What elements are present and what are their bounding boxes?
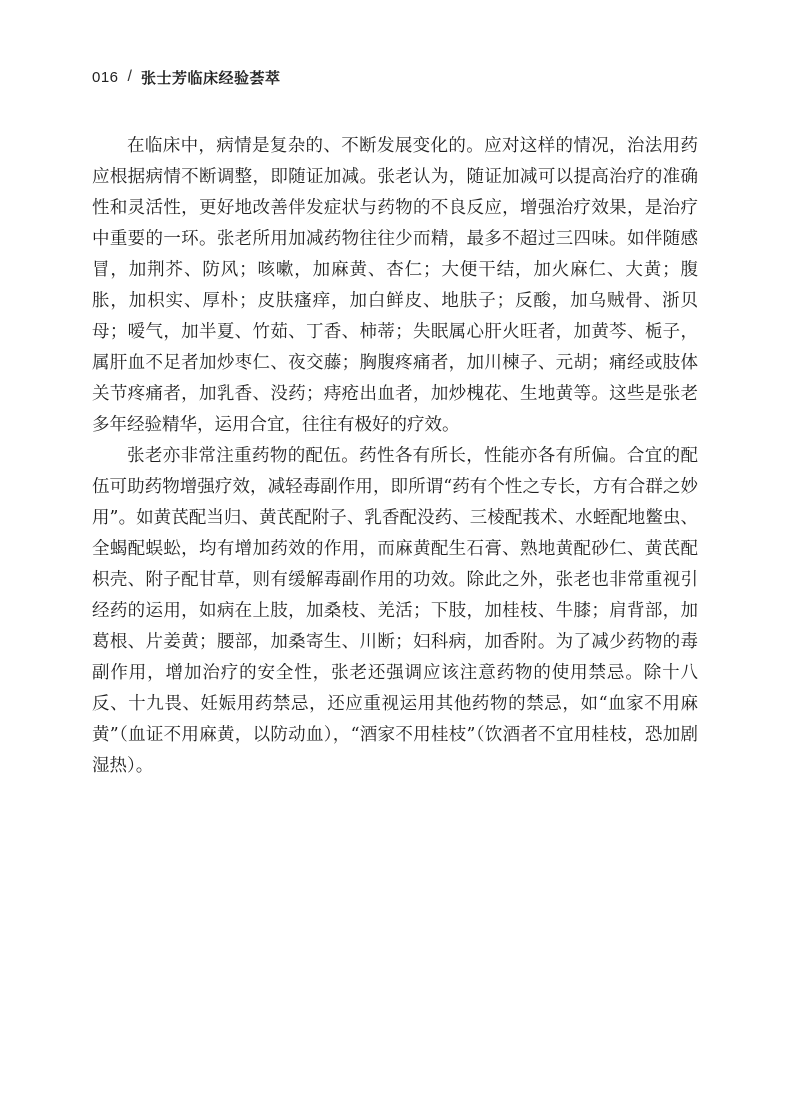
paragraph: 在临床中，病情是复杂的、不断发展变化的。应对这样的情况，治法用药应根据病情不断调整，即随证加减。张老认为，随证加减可以提高治疗的准确性和灵活性，更好地改善伴发症状与药物的不良反应，增强治疗效果，是治疗中重要的一环。张老所用加减药物往往少而精，最多不超过三四味。如伴随感冒，加荆芥、防风；咳嗽，加麻黄、杏仁；大便干结，加火麻仁、大黄；腹胀，加枳实、厚朴；皮肤瘙痒，加白鲜皮、地肤子；反酸，加乌贼骨、浙贝母；嗳气，加半夏、竹茹、丁香、柿蒂；失眠属心肝火旺者，加黄芩、栀子，属肝血不足者加炒枣仁、夜交藤；胸腹疼痛者，加川楝子、元胡；痛经或肢体关节疼痛者，加乳香、没药；痔疮出血者，加炒槐花、生地黄等。这些是张老多年经验精华，运用合宜，往往有极好的疗效。 — [92, 136, 698, 435]
header-separator: / — [127, 68, 132, 85]
running-header — [92, 64, 281, 90]
page-number: 016 — [92, 68, 119, 86]
book-title: 张士芳临床经验荟萃 — [140, 68, 281, 87]
body-text — [92, 131, 698, 782]
paragraph: 张老亦非常注重药物的配伍。药性各有所长，性能亦各有所偏。合宜的配伍可助药物增强疗效，减轻毒副作用，即所谓“药有个性之专长，方有合群之妙用”。如黄芪配当归、黄芪配附子、乳香配没药、三棱配莪术、水蛭配地鳖虫、全蝎配蜈蚣，均有增加药效的作用，而麻黄配生石膏、熟地黄配砂仁、黄芪配枳壳、附子配甘草，则有缓解毒副作用的功效。除此之外，张老也非常重视引经药的运用，如病在上肢，加桑枝、羌活；下肢，加桂枝、牛膝；肩背部，加葛根、片姜黄；腰部，加桑寄生、川断；妇科病，加香附。为了减少药物的毒副作用，增加治疗的安全性，张老还强调应该注意药物的使用禁忌。除十八反、十九畏、妊娠用药禁忌，还应重视运用其他药物的禁忌，如“血家不用麻黄”（血证不用麻黄，以防动血），“酒家不用桂枝”（饮酒者不宜用桂枝，恐加剧湿热）。 — [92, 446, 698, 776]
